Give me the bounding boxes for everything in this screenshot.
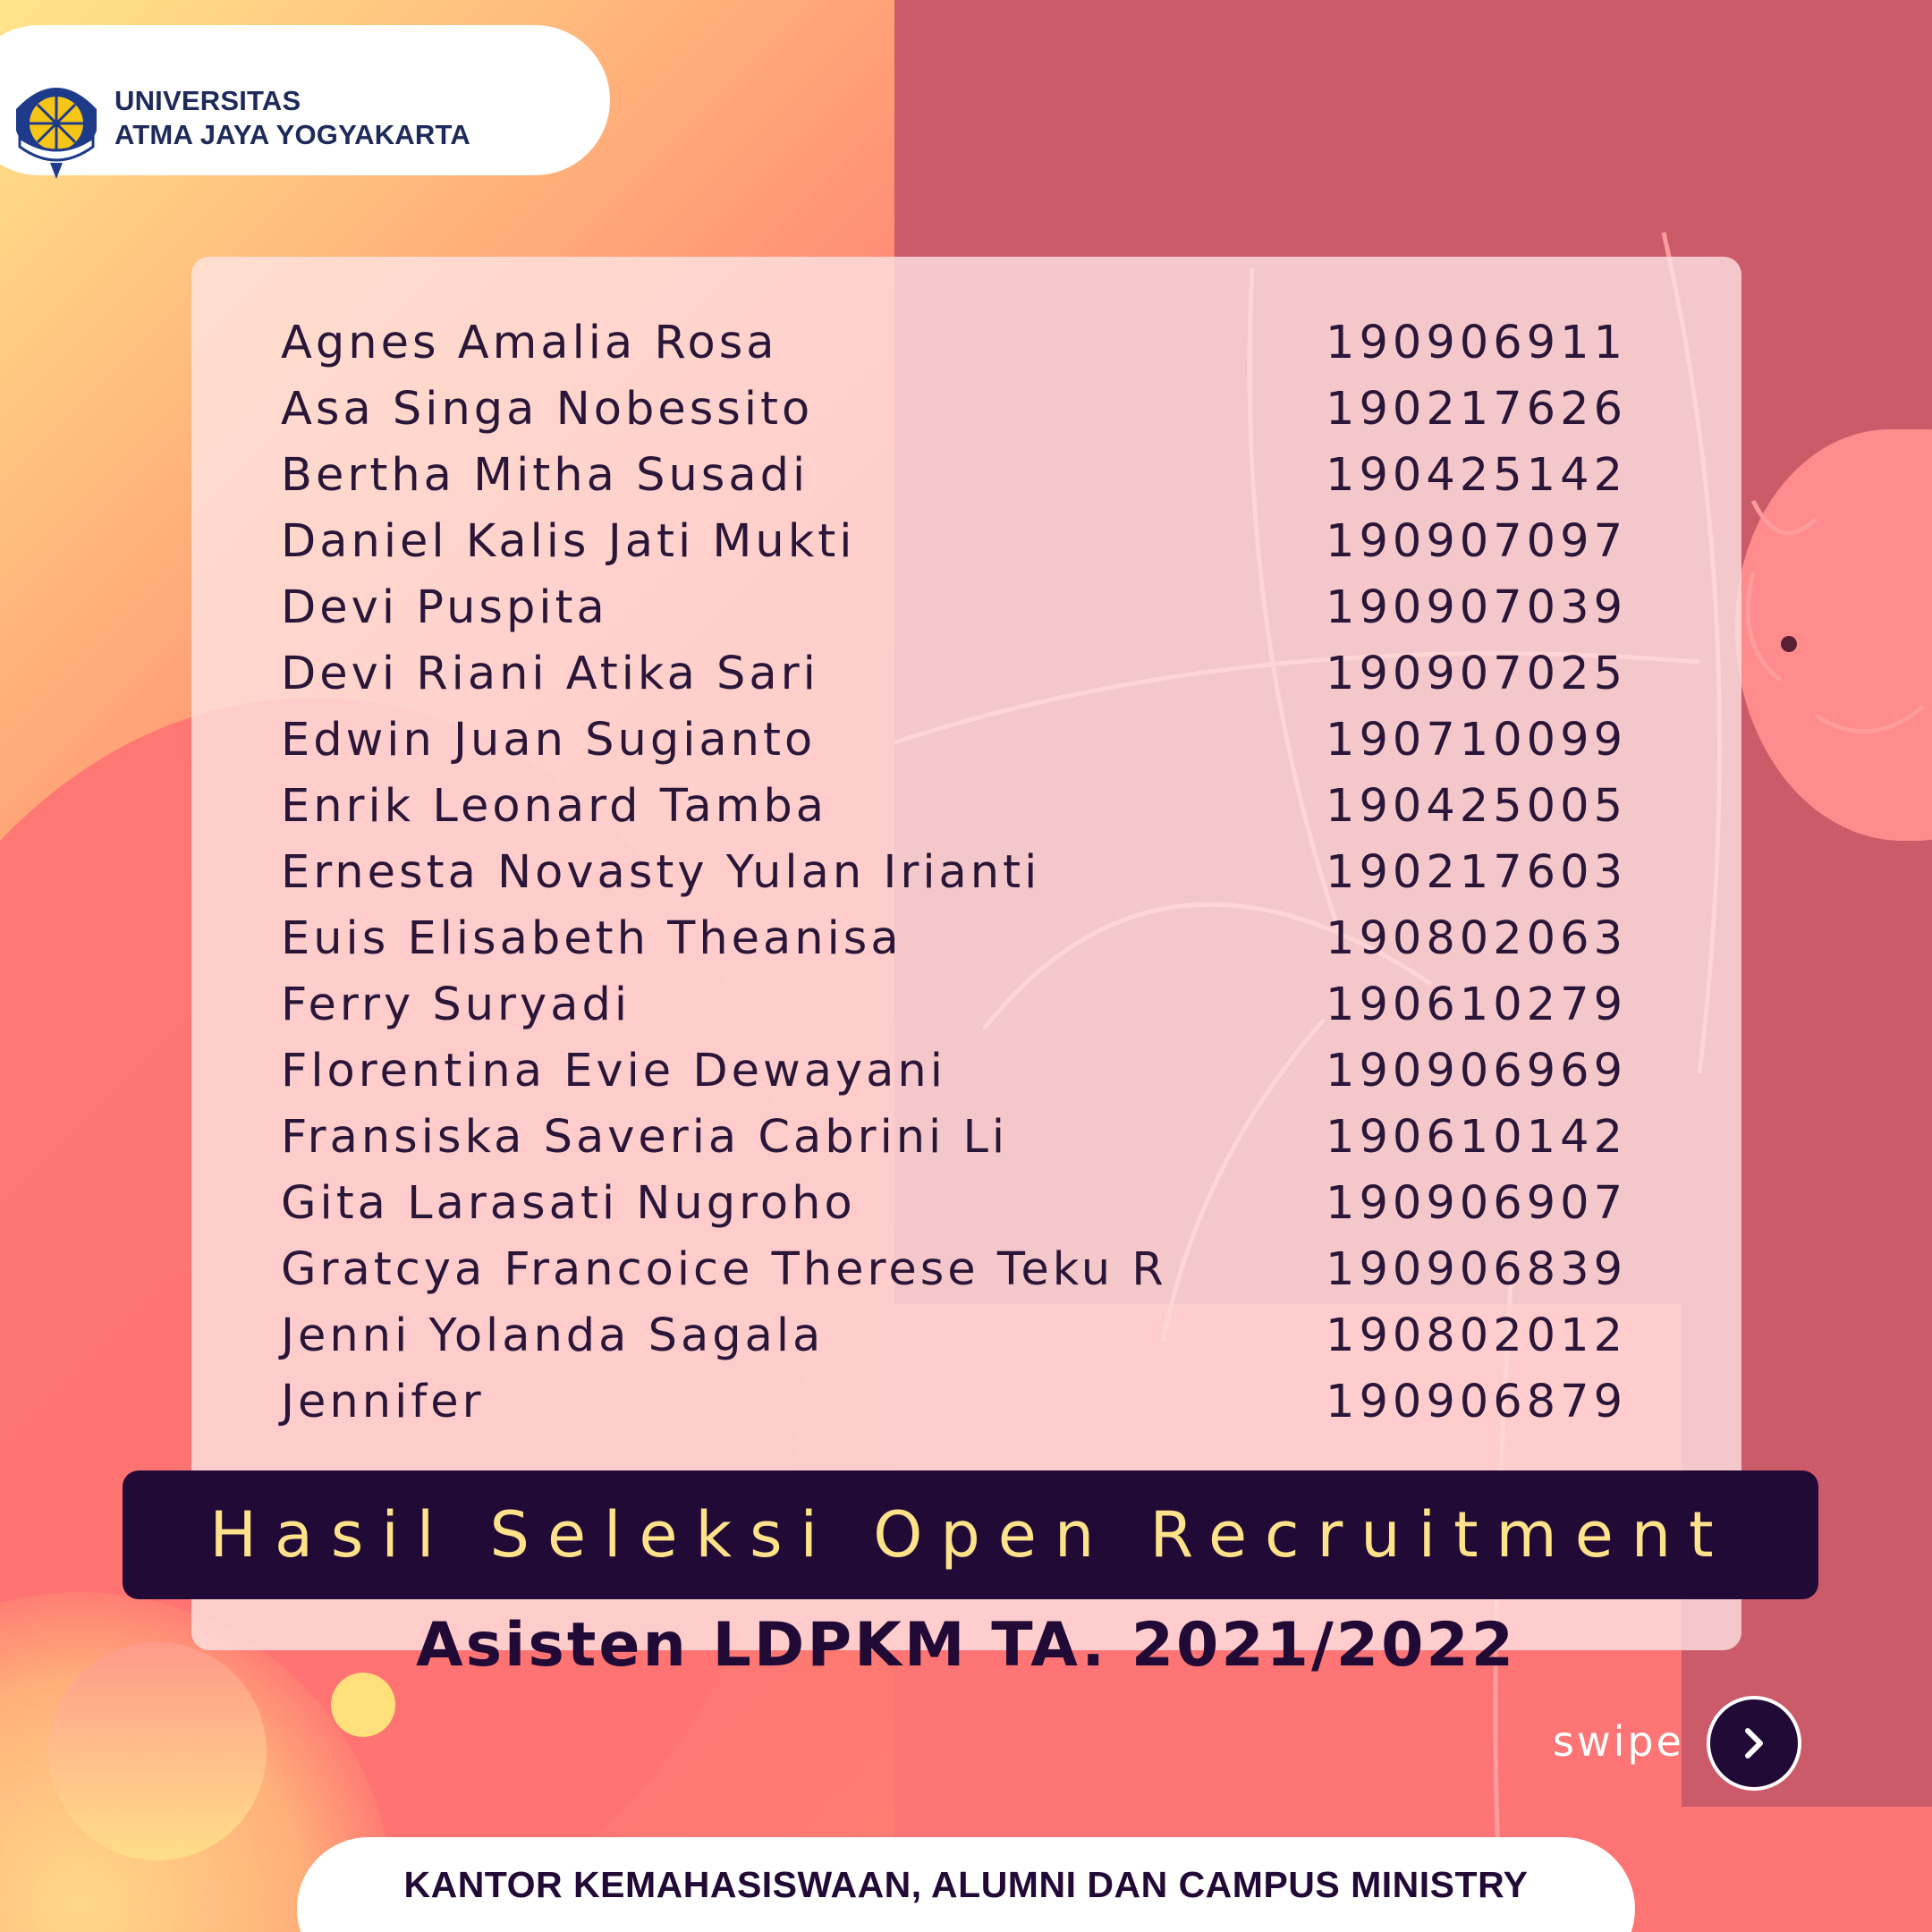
student-number: 190425005 — [1326, 780, 1628, 833]
chevron-right-icon — [1734, 1724, 1774, 1763]
list-item — [281, 1038, 1658, 1105]
list-item — [281, 443, 1658, 509]
student-number: 190907025 — [1326, 648, 1628, 700]
list-item — [281, 972, 1658, 1038]
student-name: Enrik Leonard Tamba — [281, 780, 828, 833]
title-banner — [123, 1470, 1818, 1599]
list-item — [281, 840, 1658, 906]
student-name: Gita Larasati Nugroho — [281, 1177, 856, 1230]
list-item — [281, 641, 1658, 708]
student-number: 190217626 — [1326, 383, 1628, 436]
footer-badge — [297, 1837, 1635, 1932]
list-item — [281, 906, 1658, 972]
student-name: Fransiska Saveria Cabrini Li — [281, 1111, 1009, 1164]
student-number: 190907039 — [1326, 581, 1628, 634]
student-name: Jenni Yolanda Sagala — [281, 1309, 825, 1362]
student-name: Daniel Kalis Jati Mukti — [281, 515, 856, 568]
results-list-card — [191, 257, 1741, 1650]
student-name: Devi Riani Atika Sari — [281, 648, 819, 700]
list-item — [281, 1171, 1658, 1237]
list-item — [281, 1303, 1658, 1369]
student-name: Jennifer — [281, 1376, 485, 1428]
page-title: Hasil Seleksi Open Recruitment — [209, 1498, 1732, 1572]
footer-text: KANTOR KEMAHASISWAAN, ALUMNI DAN CAMPUS MINISTRY — [403, 1864, 1529, 1905]
university-emblem-icon — [7, 73, 106, 181]
student-number: 190802012 — [1326, 1309, 1628, 1362]
university-logo-badge — [0, 25, 610, 175]
student-name: Agnes Amalia Rosa — [281, 317, 778, 369]
student-number: 190906969 — [1326, 1045, 1628, 1097]
university-name-line2: ATMA JAYA YOGYAKARTA — [114, 119, 470, 150]
student-name: Florentina Evie Dewayani — [281, 1045, 946, 1097]
university-name — [114, 84, 470, 152]
student-number: 190610279 — [1326, 979, 1628, 1031]
student-name: Ferry Suryadi — [281, 979, 631, 1031]
student-number: 190906839 — [1326, 1243, 1628, 1296]
list-item — [281, 310, 1658, 377]
list-item — [281, 708, 1658, 774]
student-name: Bertha Mitha Susadi — [281, 449, 809, 502]
list-item — [281, 377, 1658, 443]
student-number: 190906879 — [1326, 1376, 1628, 1428]
page-subtitle: Asisten LDPKM TA. 2021/2022 — [415, 1610, 1517, 1681]
student-number: 190710099 — [1326, 714, 1628, 767]
list-item — [281, 509, 1658, 575]
list-item — [281, 774, 1658, 840]
list-item — [281, 1105, 1658, 1171]
student-name: Euis Elisabeth Theanisa — [281, 912, 902, 965]
list-item — [281, 575, 1658, 641]
decor-circle-small — [331, 1673, 395, 1737]
student-name: Gratcya Francoice Therese Teku R — [281, 1243, 1167, 1296]
student-name: Edwin Juan Sugianto — [281, 714, 817, 767]
student-name: Devi Puspita — [281, 581, 608, 634]
swipe-button[interactable] — [1707, 1696, 1801, 1791]
student-number: 190907097 — [1326, 515, 1628, 568]
swipe-label: swipe — [1553, 1717, 1684, 1766]
list-item — [281, 1237, 1658, 1303]
student-name: Asa Singa Nobessito — [281, 383, 814, 436]
student-number: 190425142 — [1326, 449, 1628, 502]
results-list — [281, 310, 1658, 1436]
student-name: Ernesta Novasty Yulan Irianti — [281, 846, 1041, 899]
student-number: 190906907 — [1326, 1177, 1628, 1230]
university-name-line1: UNIVERSITAS — [114, 85, 301, 116]
student-number: 190610142 — [1326, 1111, 1628, 1164]
list-item — [281, 1369, 1658, 1436]
student-number: 190906911 — [1326, 317, 1628, 369]
student-number: 190217603 — [1326, 846, 1628, 899]
student-number: 190802063 — [1326, 912, 1628, 965]
